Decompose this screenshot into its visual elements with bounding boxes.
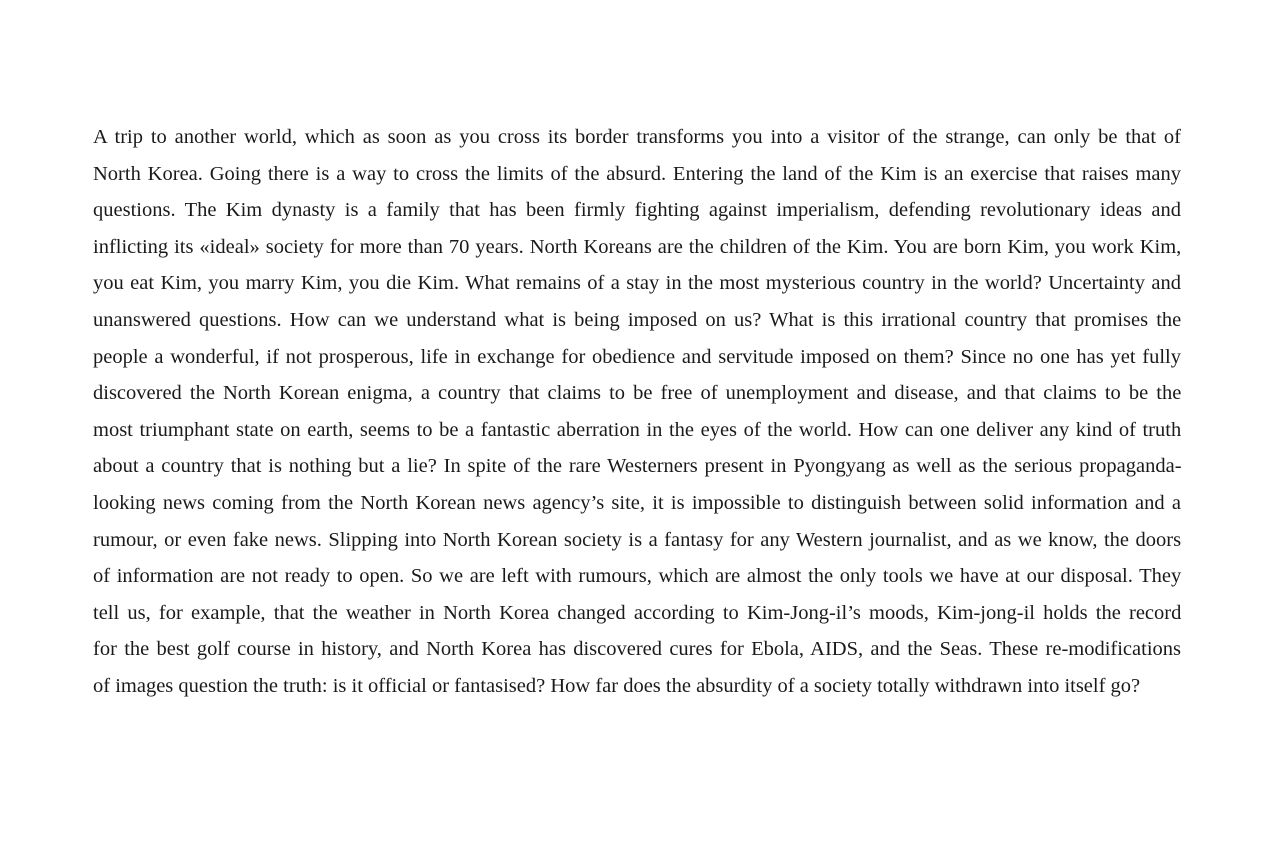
paragraph-line: of information are not ready to open. So we are left with rumours, which are almost the only tools we have at our disposal. They — [93, 565, 1182, 588]
paragraph-line: most triumphant state on earth, seems to be a fantastic aberration in the eyes of the world. How can one deliver any kind of truth — [93, 418, 1182, 441]
paragraph-line: inflicting its «ideal» society for more than 70 years. North Koreans are the children of the Kim. You are born Kim, you work Kim, — [93, 235, 1182, 258]
paragraph-line: tell us, for example, that the weather in North Korea changed according to Kim-Jong-il’s moods, Kim-jong-il holds the record — [93, 601, 1182, 624]
paragraph-line: discovered the North Korean enigma, a country that claims to be free of unemployment and disease, and that claims to be the — [93, 382, 1182, 405]
paragraph-line: you eat Kim, you marry Kim, you die Kim. What remains of a stay in the most mysterious country in the world? Uncertainty and — [93, 272, 1181, 295]
body-paragraph — [93, 119, 1181, 705]
paragraph-line: for the best golf course in history, and North Korea has discovered cures for Ebola, AIDS, and the Seas. These re-modifications — [93, 638, 1181, 661]
paragraph-line: North Korea. Going there is a way to cross the limits of the absurd. Entering the land of the Kim is an exercise that raises many — [93, 162, 1181, 185]
paragraph-line: A trip to another world, which as soon as you cross its border transforms you into a visitor of the strange, can only be that of — [93, 126, 1181, 148]
paragraph-line: looking news coming from the North Korean news agency’s site, it is impossible to distinguish between solid information and a — [93, 491, 1181, 514]
paragraph-line: about a country that is nothing but a lie? In spite of the rare Westerners present in Pyongyang as well as the serious propaganda- — [93, 455, 1182, 478]
paragraph-line: of images question the truth: is it official or fantasised? How far does the absurdity of a society totally withdrawn into itself go? — [93, 674, 1141, 697]
paragraph-line: unanswered questions. How can we understand what is being imposed on us? What is this irrational country that promises the — [93, 308, 1182, 331]
paragraph-line: questions. The Kim dynasty is a family that has been firmly fighting against imperialism, defending revolutionary ideas and — [93, 199, 1181, 222]
paragraph-line: people a wonderful, if not prosperous, life in exchange for obedience and servitude imposed on them? Since no one has yet fully — [93, 345, 1181, 368]
paragraph-line: rumour, or even fake news. Slipping into North Korean society is a fantasy for any Western journalist, and as we know, the doors — [93, 528, 1182, 551]
